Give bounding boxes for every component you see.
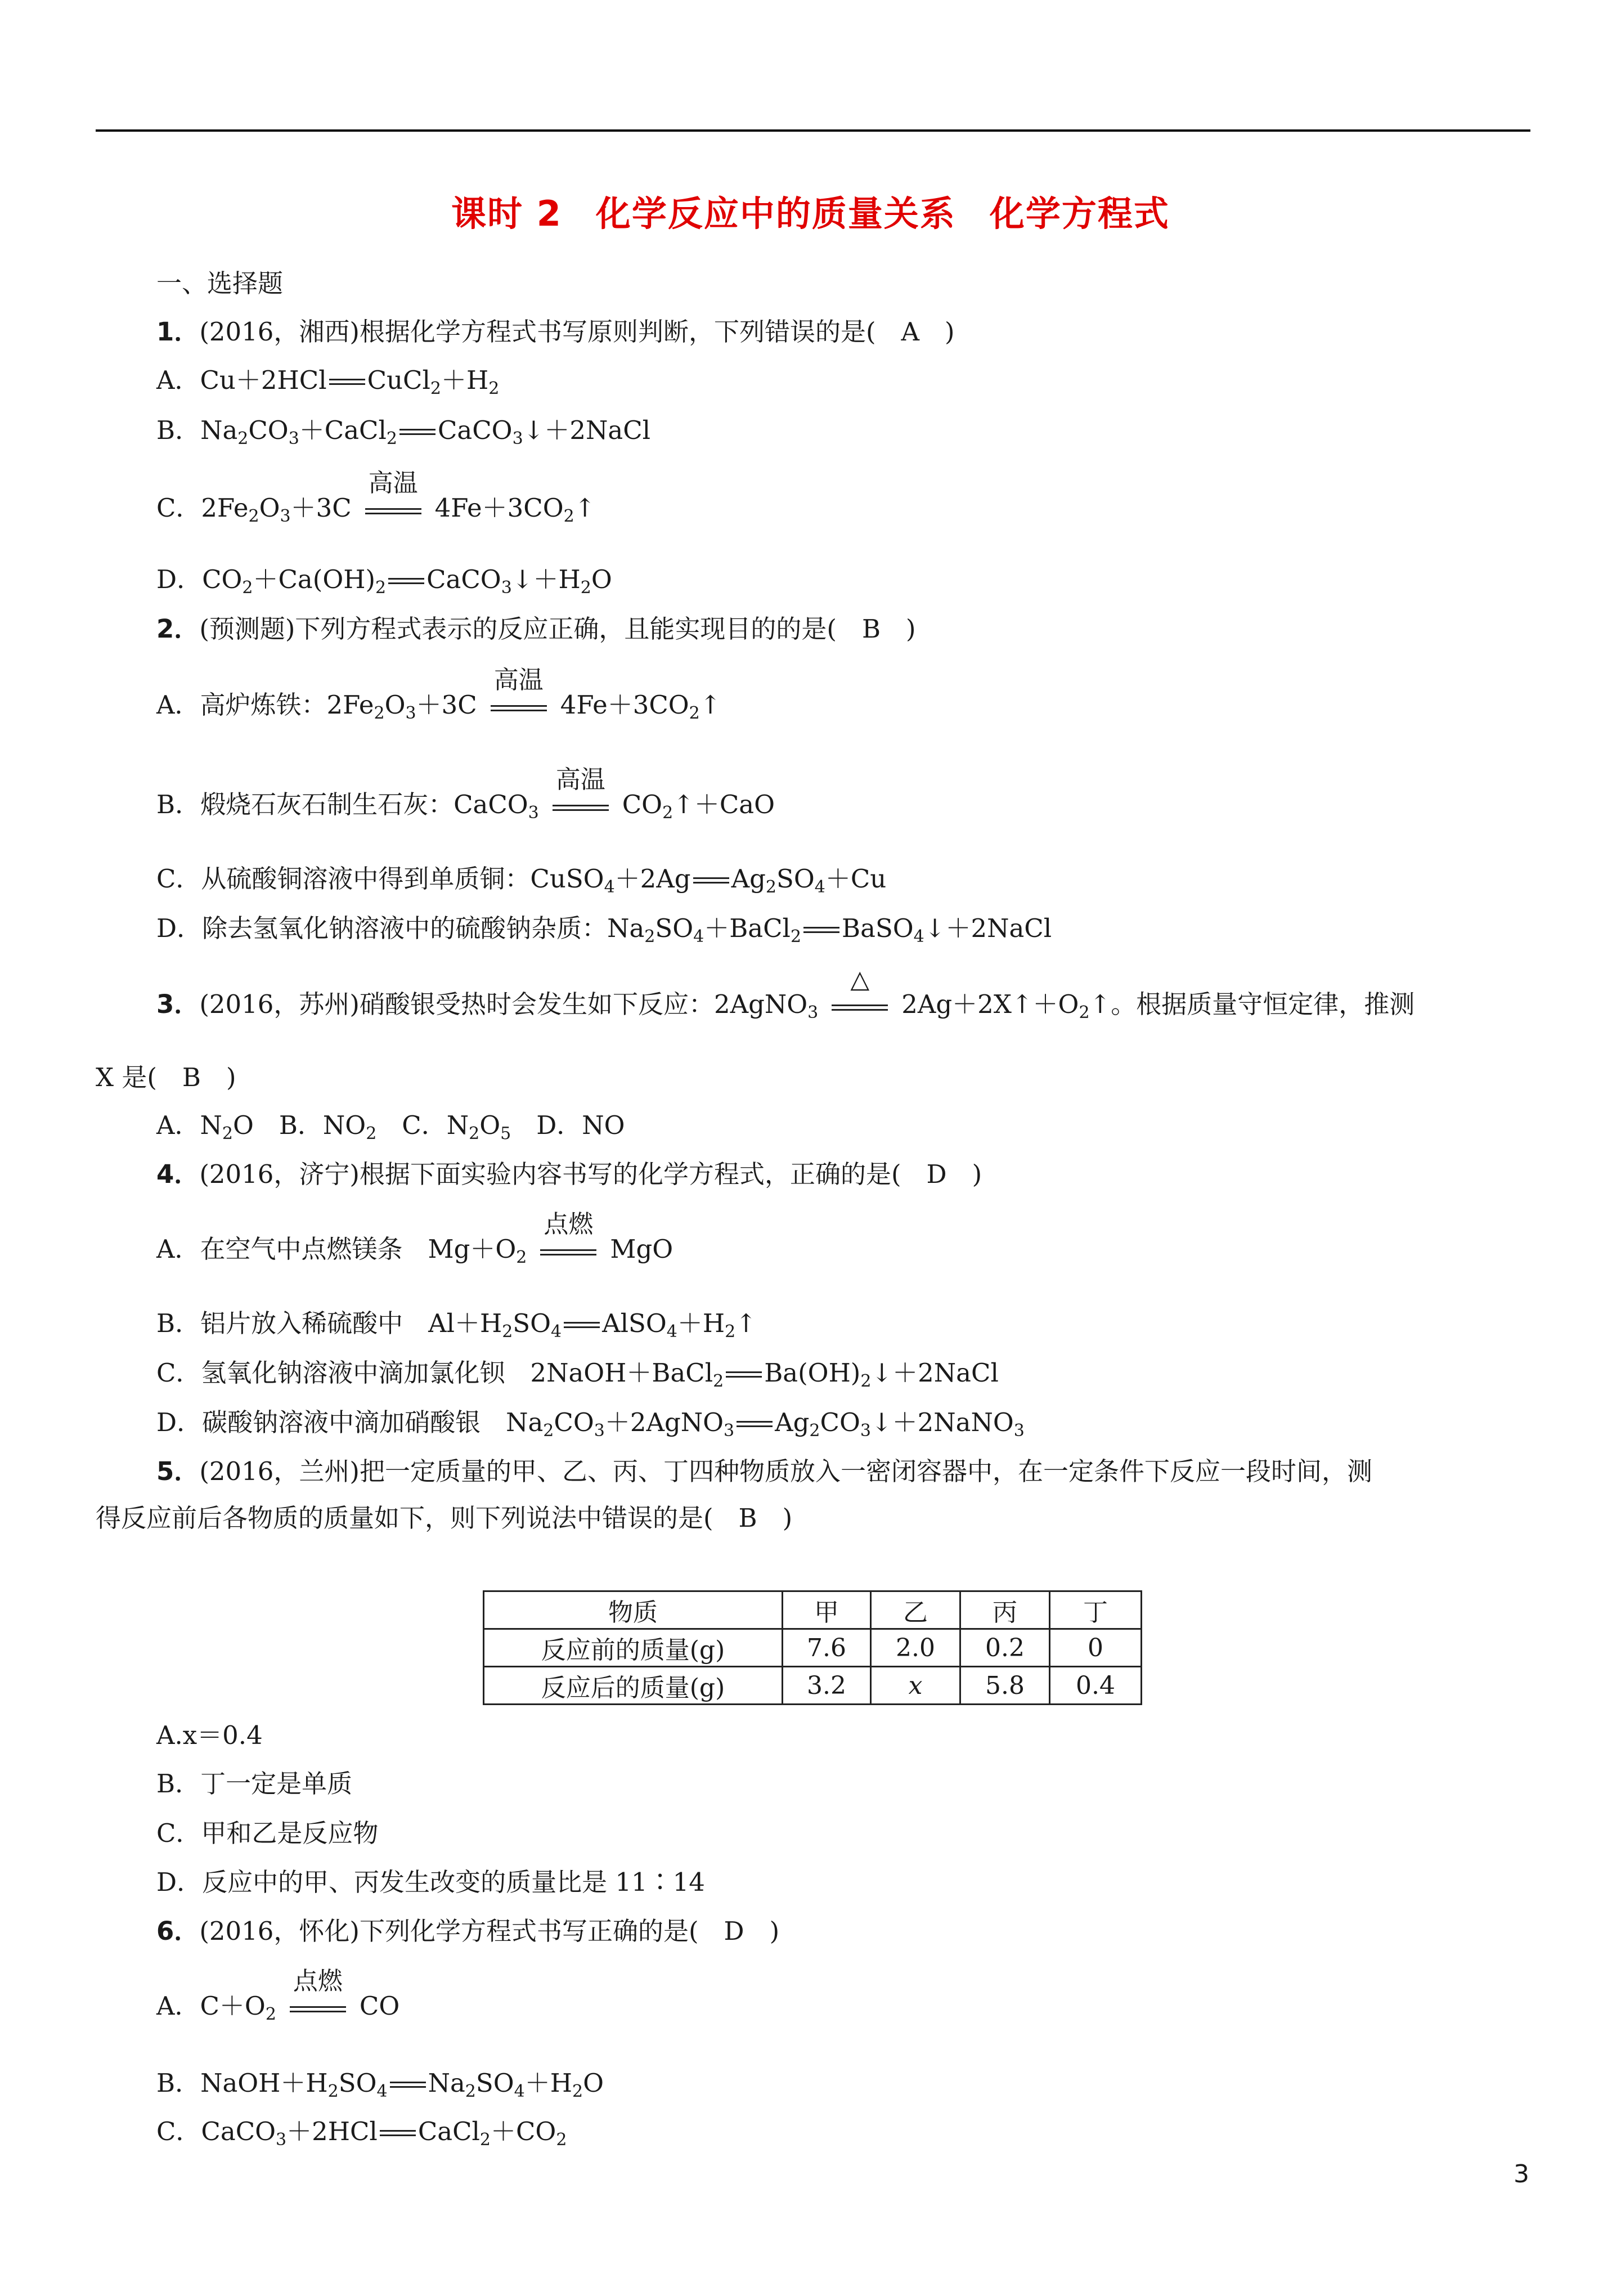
question-3-stem-cont: X 是( B )	[96, 1062, 236, 1092]
question-5-stem: 5．(2016，兰州)把一定质量的甲、乙、丙、丁四种物质放入一密闭容器中，在一定条件下反应一段时间，测	[156, 1456, 1372, 1486]
table-cell: 反应前的质量(g)	[484, 1629, 783, 1667]
table-cell: 2.0	[871, 1629, 960, 1667]
table-cell: 0.2	[960, 1629, 1050, 1667]
table-row	[484, 1667, 1142, 1705]
q2-option-c: C．从硫酸铜溶液中得到单质铜：CuSO$_4$＋2Ag $Ag_2SO_4+Cu$	[156, 862, 886, 896]
table-header-cell: 丁	[1050, 1591, 1142, 1629]
q1-option-c: C．$2Fe_2O_3+3C$ 高温 $4Fe+3CO_2↑$	[156, 469, 596, 526]
q4-option-c: C．氢氧化钠溶液中滴加氯化钡 2NaOH＋BaCl$_2$ $Ba(OH)_2↓+2NaCl$	[156, 1356, 999, 1390]
table-header-cell: 乙	[871, 1591, 960, 1629]
table-header-cell: 甲	[783, 1591, 871, 1629]
table-cell: x	[871, 1667, 960, 1705]
q1-option-b: B．$Na_2CO_3+CaCl_2$ CaCO$_3$↓＋2NaCl	[156, 414, 650, 447]
q5-option-a: A.x＝0.4	[156, 1720, 263, 1750]
question-2-stem: 2．(预测题)下列方程式表示的反应正确，且能实现目的的是( B )	[156, 614, 916, 644]
page-title: 课时 2 化学反应中的质量关系 化学方程式	[451, 193, 1170, 234]
table-header-row	[484, 1591, 1142, 1629]
table-cell: 反应后的质量(g)	[484, 1667, 783, 1705]
header-rule	[96, 129, 1530, 132]
q5-option-d: D．反应中的甲、丙发生改变的质量比是 11∶14	[156, 1867, 705, 1897]
q4-option-d: D．碳酸钠溶液中滴加硝酸银 $Na_2CO_3+2AgNO_3$ $Ag_2CO_3↓+2NaNO_3$	[156, 1406, 1025, 1440]
question-1-stem: 1．(2016，湘西)根据化学方程式书写原则判断，下列错误的是( A )	[156, 317, 955, 347]
q5-option-b: B．丁一定是单质	[156, 1769, 353, 1799]
table-cell: 7.6	[783, 1629, 871, 1667]
q2-option-d: D．除去氢氧化钠溶液中的硫酸钠杂质：$Na_2SO_4+BaCl_2$ BaSO$_4$↓＋2NaCl	[156, 912, 1052, 945]
q1-option-a: A．Cu＋2HCl $CuCl_2+H_2$	[156, 364, 499, 397]
table-header-cell: 物质	[484, 1591, 783, 1629]
question-5-stem-cont: 得反应前后各物质的质量如下，则下列说法中错误的是( B )	[96, 1503, 793, 1533]
mass-table	[483, 1590, 1142, 1705]
section-heading: 一、选择题	[156, 268, 284, 298]
q6-option-a: A．$C+O_2$ 点燃 CO	[156, 1967, 400, 2024]
q6-option-b: B．$NaOH+H_2SO_4$ $Na_2SO_4+H_2O$	[156, 2066, 604, 2100]
question-3-stem: 3．(2016，苏州)硝酸银受热时会发生如下反应：2AgNO$_3$ △ $2Ag+2X↑+O_2↑$。根据质量守恒定律，推测	[156, 965, 1415, 1023]
table-cell: 5.8	[960, 1667, 1050, 1705]
table-cell: 0	[1050, 1629, 1142, 1667]
q6-option-c: C．CaCO$_3$＋2HCl $CaCl_2+CO_2$	[156, 2115, 567, 2149]
question-6-stem: 6．(2016，怀化)下列化学方程式书写正确的是( D )	[156, 1916, 780, 1946]
q3-options: A．$N_2O$ B．$NO_2$ C．$N_2O_5$ D．NO	[156, 1110, 625, 1143]
q4-option-a: A．在空气中点燃镁条 $Mg+O_2$ 点燃 MgO	[156, 1210, 673, 1267]
table-header-cell: 丙	[960, 1591, 1050, 1629]
q4-option-b: B．铝片放入稀硫酸中 $Al+H_2SO_4$ $AlSO_4+H_2↑$	[156, 1307, 757, 1340]
table-cell: 3.2	[783, 1667, 871, 1705]
page-number: 3	[1514, 2160, 1529, 2189]
table-cell: 0.4	[1050, 1667, 1142, 1705]
table-row	[484, 1629, 1142, 1667]
question-4-stem: 4．(2016，济宁)根据下面实验内容书写的化学方程式，正确的是( D )	[156, 1159, 982, 1189]
q2-option-a: A．高炉炼铁：$2Fe_2O_3+3C$ 高温 $4Fe+3CO_2↑$	[156, 666, 721, 723]
q2-option-b: B．煅烧石灰石制生石灰：CaCO$_3$ 高温 $CO_2↑+CaO$	[156, 765, 775, 823]
q1-option-d: D．$CO_2+Ca(OH)_2$ $CaCO_3↓+H_2O$	[156, 563, 612, 597]
q5-option-c: C．甲和乙是反应物	[156, 1818, 379, 1848]
